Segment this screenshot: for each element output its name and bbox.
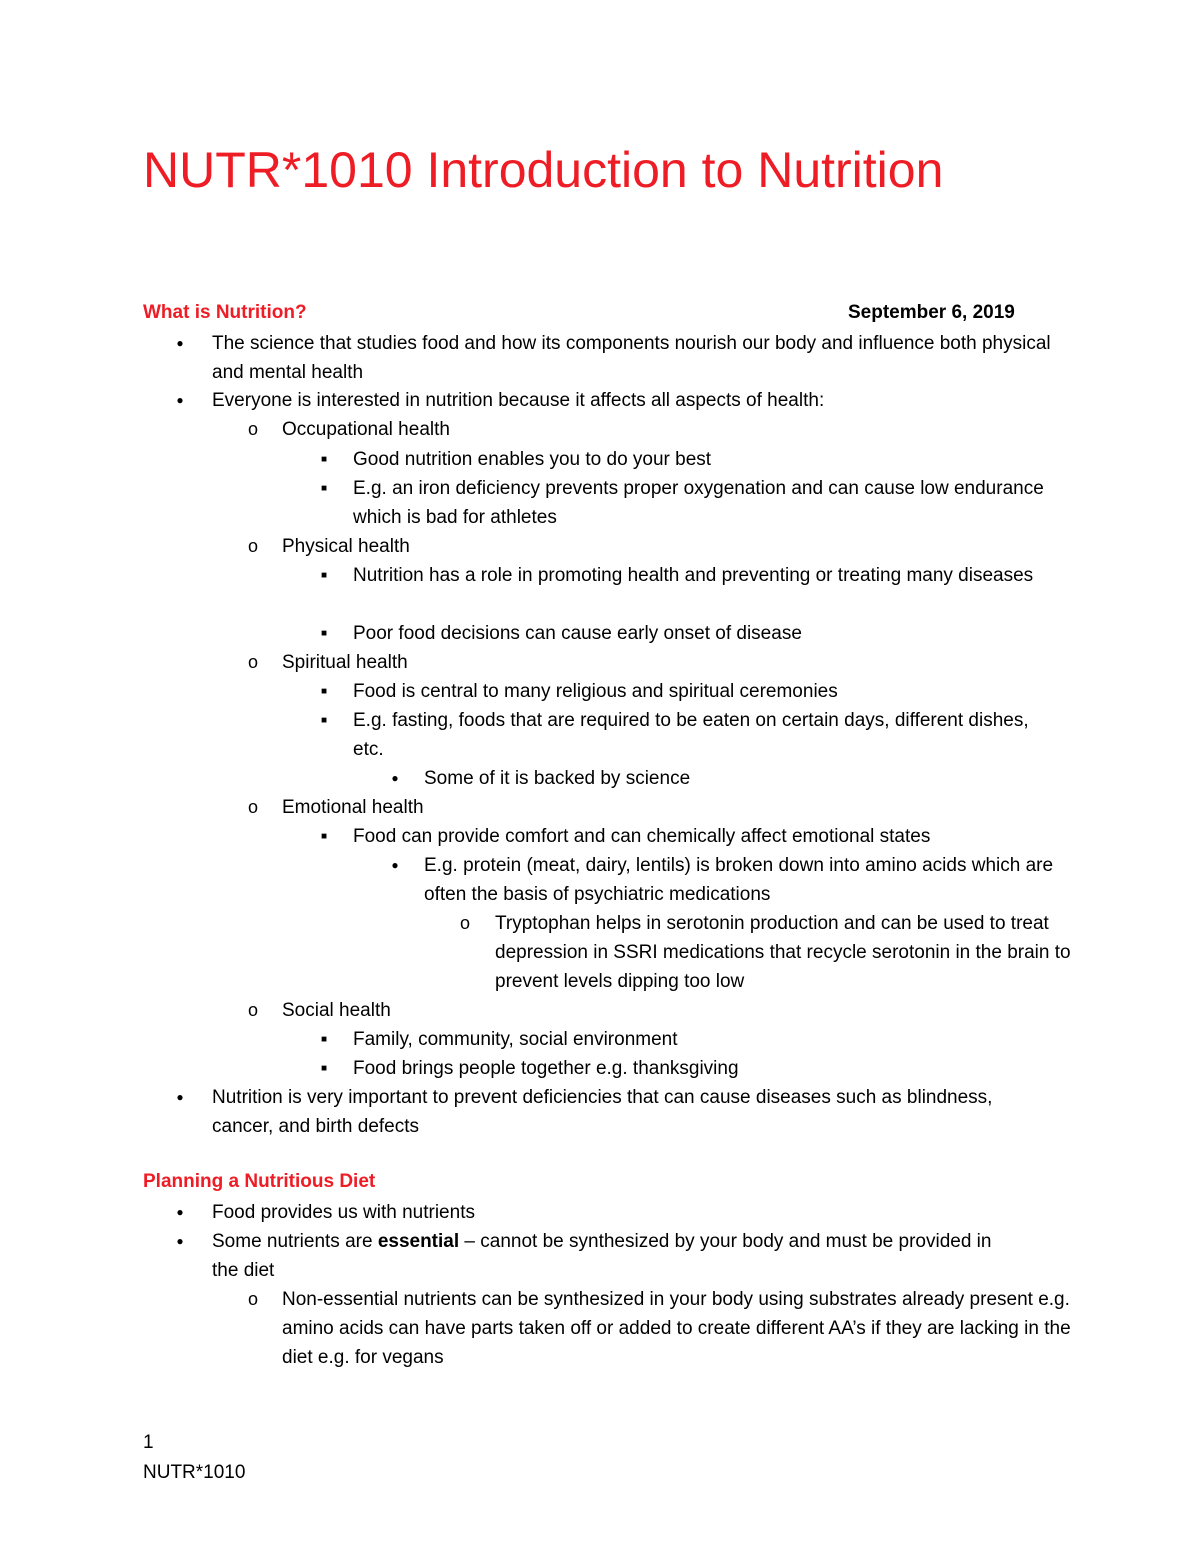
list-item: Food can provide comfort and can chemically affect emotional states bbox=[353, 826, 931, 847]
page-title: NUTR*1010 Introduction to Nutrition bbox=[143, 142, 944, 198]
square-bullet-icon bbox=[314, 706, 334, 738]
square-bullet-icon bbox=[314, 619, 334, 651]
square-bullet-icon bbox=[314, 1054, 334, 1086]
list-item: Social health bbox=[282, 1000, 391, 1021]
bullet-icon bbox=[170, 1198, 190, 1229]
square-bullet-icon bbox=[314, 474, 334, 506]
list-item: Food brings people together e.g. thanksgiving bbox=[353, 1058, 739, 1079]
list-item: Occupational health bbox=[282, 419, 450, 440]
list-item: Good nutrition enables you to do your best bbox=[353, 449, 712, 470]
circle-bullet-icon bbox=[455, 909, 475, 938]
bullet-icon bbox=[170, 1083, 190, 1114]
bullet-icon bbox=[385, 851, 405, 882]
list-item: Nutrition is very important to prevent deficiencies that can cause diseases such as blindness, cancer, and birth defects bbox=[212, 1087, 993, 1137]
list-item: The science that studies food and how its components nourish our body and influence both physical and mental health bbox=[212, 333, 1051, 383]
list-item: E.g. fasting, foods that are required to be eaten on certain days, different dishes, etc. bbox=[353, 710, 1029, 760]
section-heading-what-is-nutrition: What is Nutrition? bbox=[143, 302, 307, 323]
footer-course-code: NUTR*1010 bbox=[143, 1462, 246, 1483]
square-bullet-icon bbox=[314, 561, 334, 593]
list-item-text: – cannot be synthesized by your body and must be provided in the diet bbox=[212, 1231, 992, 1281]
circle-bullet-icon bbox=[243, 996, 263, 1025]
circle-bullet-icon bbox=[243, 532, 263, 561]
list-item: Everyone is interested in nutrition because it affects all aspects of health: bbox=[212, 390, 825, 411]
bullet-icon bbox=[170, 386, 190, 417]
list-item: E.g. an iron deficiency prevents proper oxygenation and can cause low endurance which is bad for athletes bbox=[353, 478, 1044, 528]
circle-bullet-icon bbox=[243, 1285, 263, 1314]
square-bullet-icon bbox=[314, 822, 334, 854]
circle-bullet-icon bbox=[243, 793, 263, 822]
circle-bullet-icon bbox=[243, 415, 263, 444]
list-item: Tryptophan helps in serotonin production and can be used to treat depression in SSRI medications that recycle serotonin in the brain to prevent levels dipping too low bbox=[495, 913, 1071, 992]
bullet-icon bbox=[170, 329, 190, 360]
circle-bullet-icon bbox=[243, 648, 263, 677]
list-item: Some of it is backed by science bbox=[424, 768, 691, 789]
bullet-icon bbox=[170, 1227, 190, 1258]
list-item: Spiritual health bbox=[282, 652, 408, 673]
square-bullet-icon bbox=[314, 445, 334, 477]
list-item: Family, community, social environment bbox=[353, 1029, 678, 1050]
list-item bbox=[212, 1227, 1012, 1285]
list-item: Food provides us with nutrients bbox=[212, 1202, 475, 1223]
emphasis-text: essential bbox=[377, 1231, 460, 1252]
date-label: September 6, 2019 bbox=[848, 302, 1015, 323]
square-bullet-icon bbox=[314, 1025, 334, 1057]
bullet-icon bbox=[385, 764, 405, 795]
list-item: Nutrition has a role in promoting health and preventing or treating many diseases bbox=[353, 565, 1034, 586]
page-number: 1 bbox=[143, 1432, 154, 1453]
list-item: Non-essential nutrients can be synthesized in your body using substrates already present e.g. amino acids can have parts taken off or added to create different AA’s if they are lacking in the diet e.g. for vegans bbox=[282, 1289, 1071, 1368]
list-item-text: Some nutrients are bbox=[212, 1231, 378, 1252]
list-item: Food is central to many religious and spiritual ceremonies bbox=[353, 681, 838, 702]
square-bullet-icon bbox=[314, 677, 334, 709]
list-item: Emotional health bbox=[282, 797, 424, 818]
list-item: E.g. protein (meat, dairy, lentils) is broken down into amino acids which are often the basis of psychiatric medications bbox=[424, 855, 1054, 905]
section-heading-planning-diet: Planning a Nutritious Diet bbox=[143, 1171, 376, 1192]
list-item: Physical health bbox=[282, 536, 410, 557]
list-item: Poor food decisions can cause early onset of disease bbox=[353, 623, 802, 644]
